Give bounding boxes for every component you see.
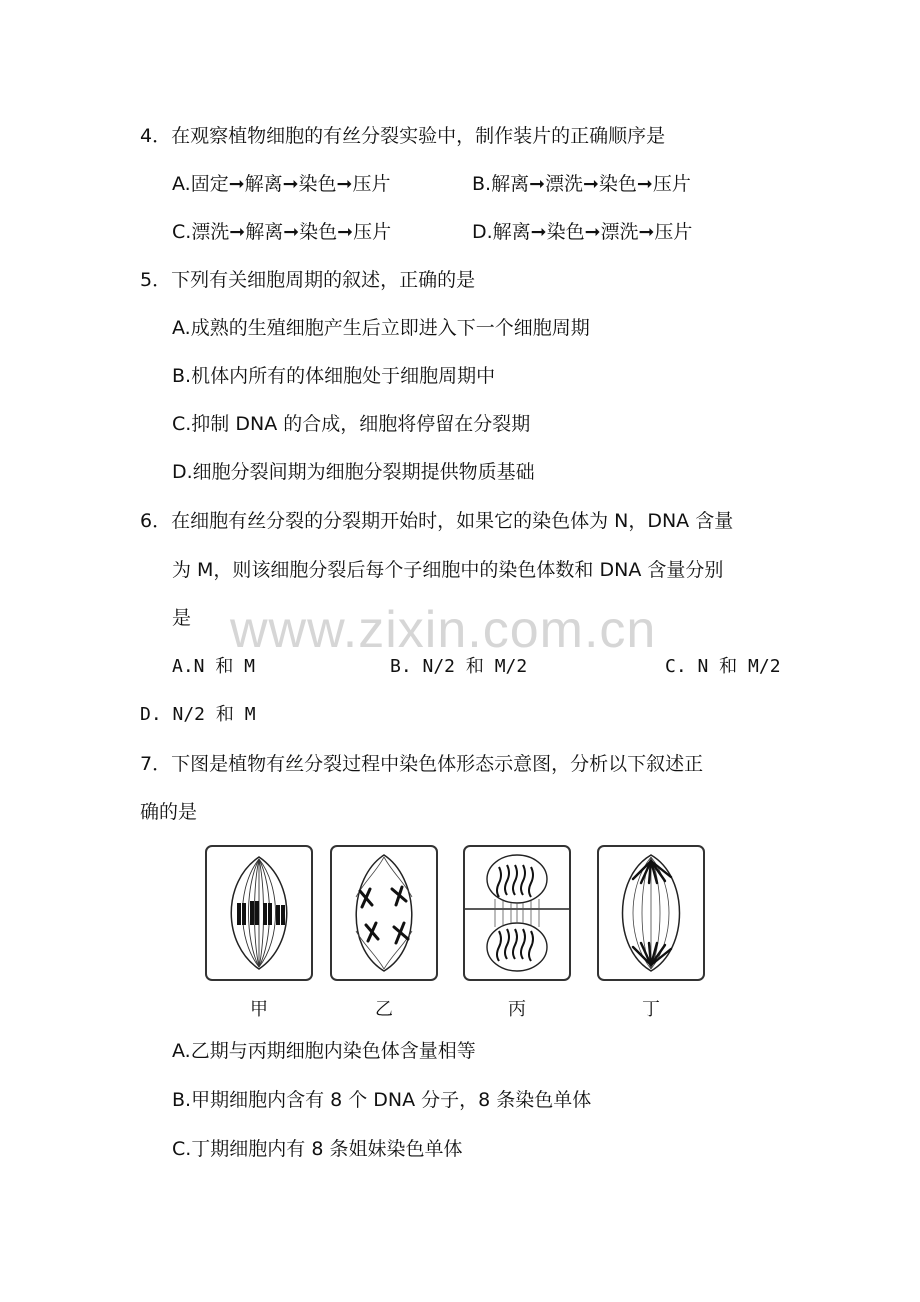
q6-stem-line1: 6．在细胞有丝分裂的分裂期开始时，如果它的染色体为 N，DNA 含量 [140,510,734,532]
q6-option-c: C. N 和 M/2 [665,656,781,677]
q7-stem-line2: 确的是 [140,801,198,823]
panel-bing [463,845,571,1020]
q5-option-a: A.成熟的生殖细胞产生后立即进入下一个细胞周期 [172,317,590,339]
label-jia: 甲 [250,999,268,1020]
label-ding: 丁 [642,999,660,1020]
prophase-cell-drawing [332,847,436,979]
q6-stem-line2: 为 M，则该细胞分裂后每个子细胞中的染色体数和 DNA 含量分别 [172,559,724,581]
panel-ding [597,845,705,1020]
label-bing: 丙 [508,999,526,1020]
anaphase-cell-drawing [599,847,703,979]
q4-option-d: D.解离➞染色➞漂洗➞压片 [472,221,693,243]
q7-option-c: C.丁期细胞内有 8 条姐妹染色单体 [172,1138,463,1160]
label-yi: 乙 [375,999,393,1020]
q4-stem: 4．在观察植物细胞的有丝分裂实验中，制作装片的正确顺序是 [140,125,666,147]
q5-option-c: C.抑制 DNA 的合成，细胞将停留在分裂期 [172,413,531,435]
q5-option-d: D.细胞分裂间期为细胞分裂期提供物质基础 [172,461,535,483]
q6-option-a: A.N 和 M [172,656,256,677]
metaphase-cell-drawing [207,847,311,979]
q7-option-b: B.甲期细胞内含有 8 个 DNA 分子，8 条染色单体 [172,1089,592,1111]
q5-option-b: B.机体内所有的体细胞处于细胞周期中 [172,365,496,387]
q4-option-b: B.解离➞漂洗➞染色➞压片 [472,173,691,195]
q5-stem: 5．下列有关细胞周期的叙述，正确的是 [140,269,476,291]
telophase-cell-drawing [465,847,569,979]
q7-stem-line1: 7．下图是植物有丝分裂过程中染色体形态示意图，分析以下叙述正 [140,753,704,775]
q6-stem-line3: 是 [172,607,192,629]
q6-option-d: D. N/2 和 M [140,704,256,725]
q6-option-b: B. N/2 和 M/2 [390,656,528,677]
q4-option-c: C.漂洗➞解离➞染色➞压片 [172,221,392,243]
panel-yi [330,845,438,1020]
q7-option-a: A.乙期与丙期细胞内染色体含量相等 [172,1040,476,1062]
panel-jia [205,845,313,1020]
watermark: www.zixin.com.cn [230,601,657,659]
q4-option-a: A.固定➞解离➞染色➞压片 [172,173,391,195]
